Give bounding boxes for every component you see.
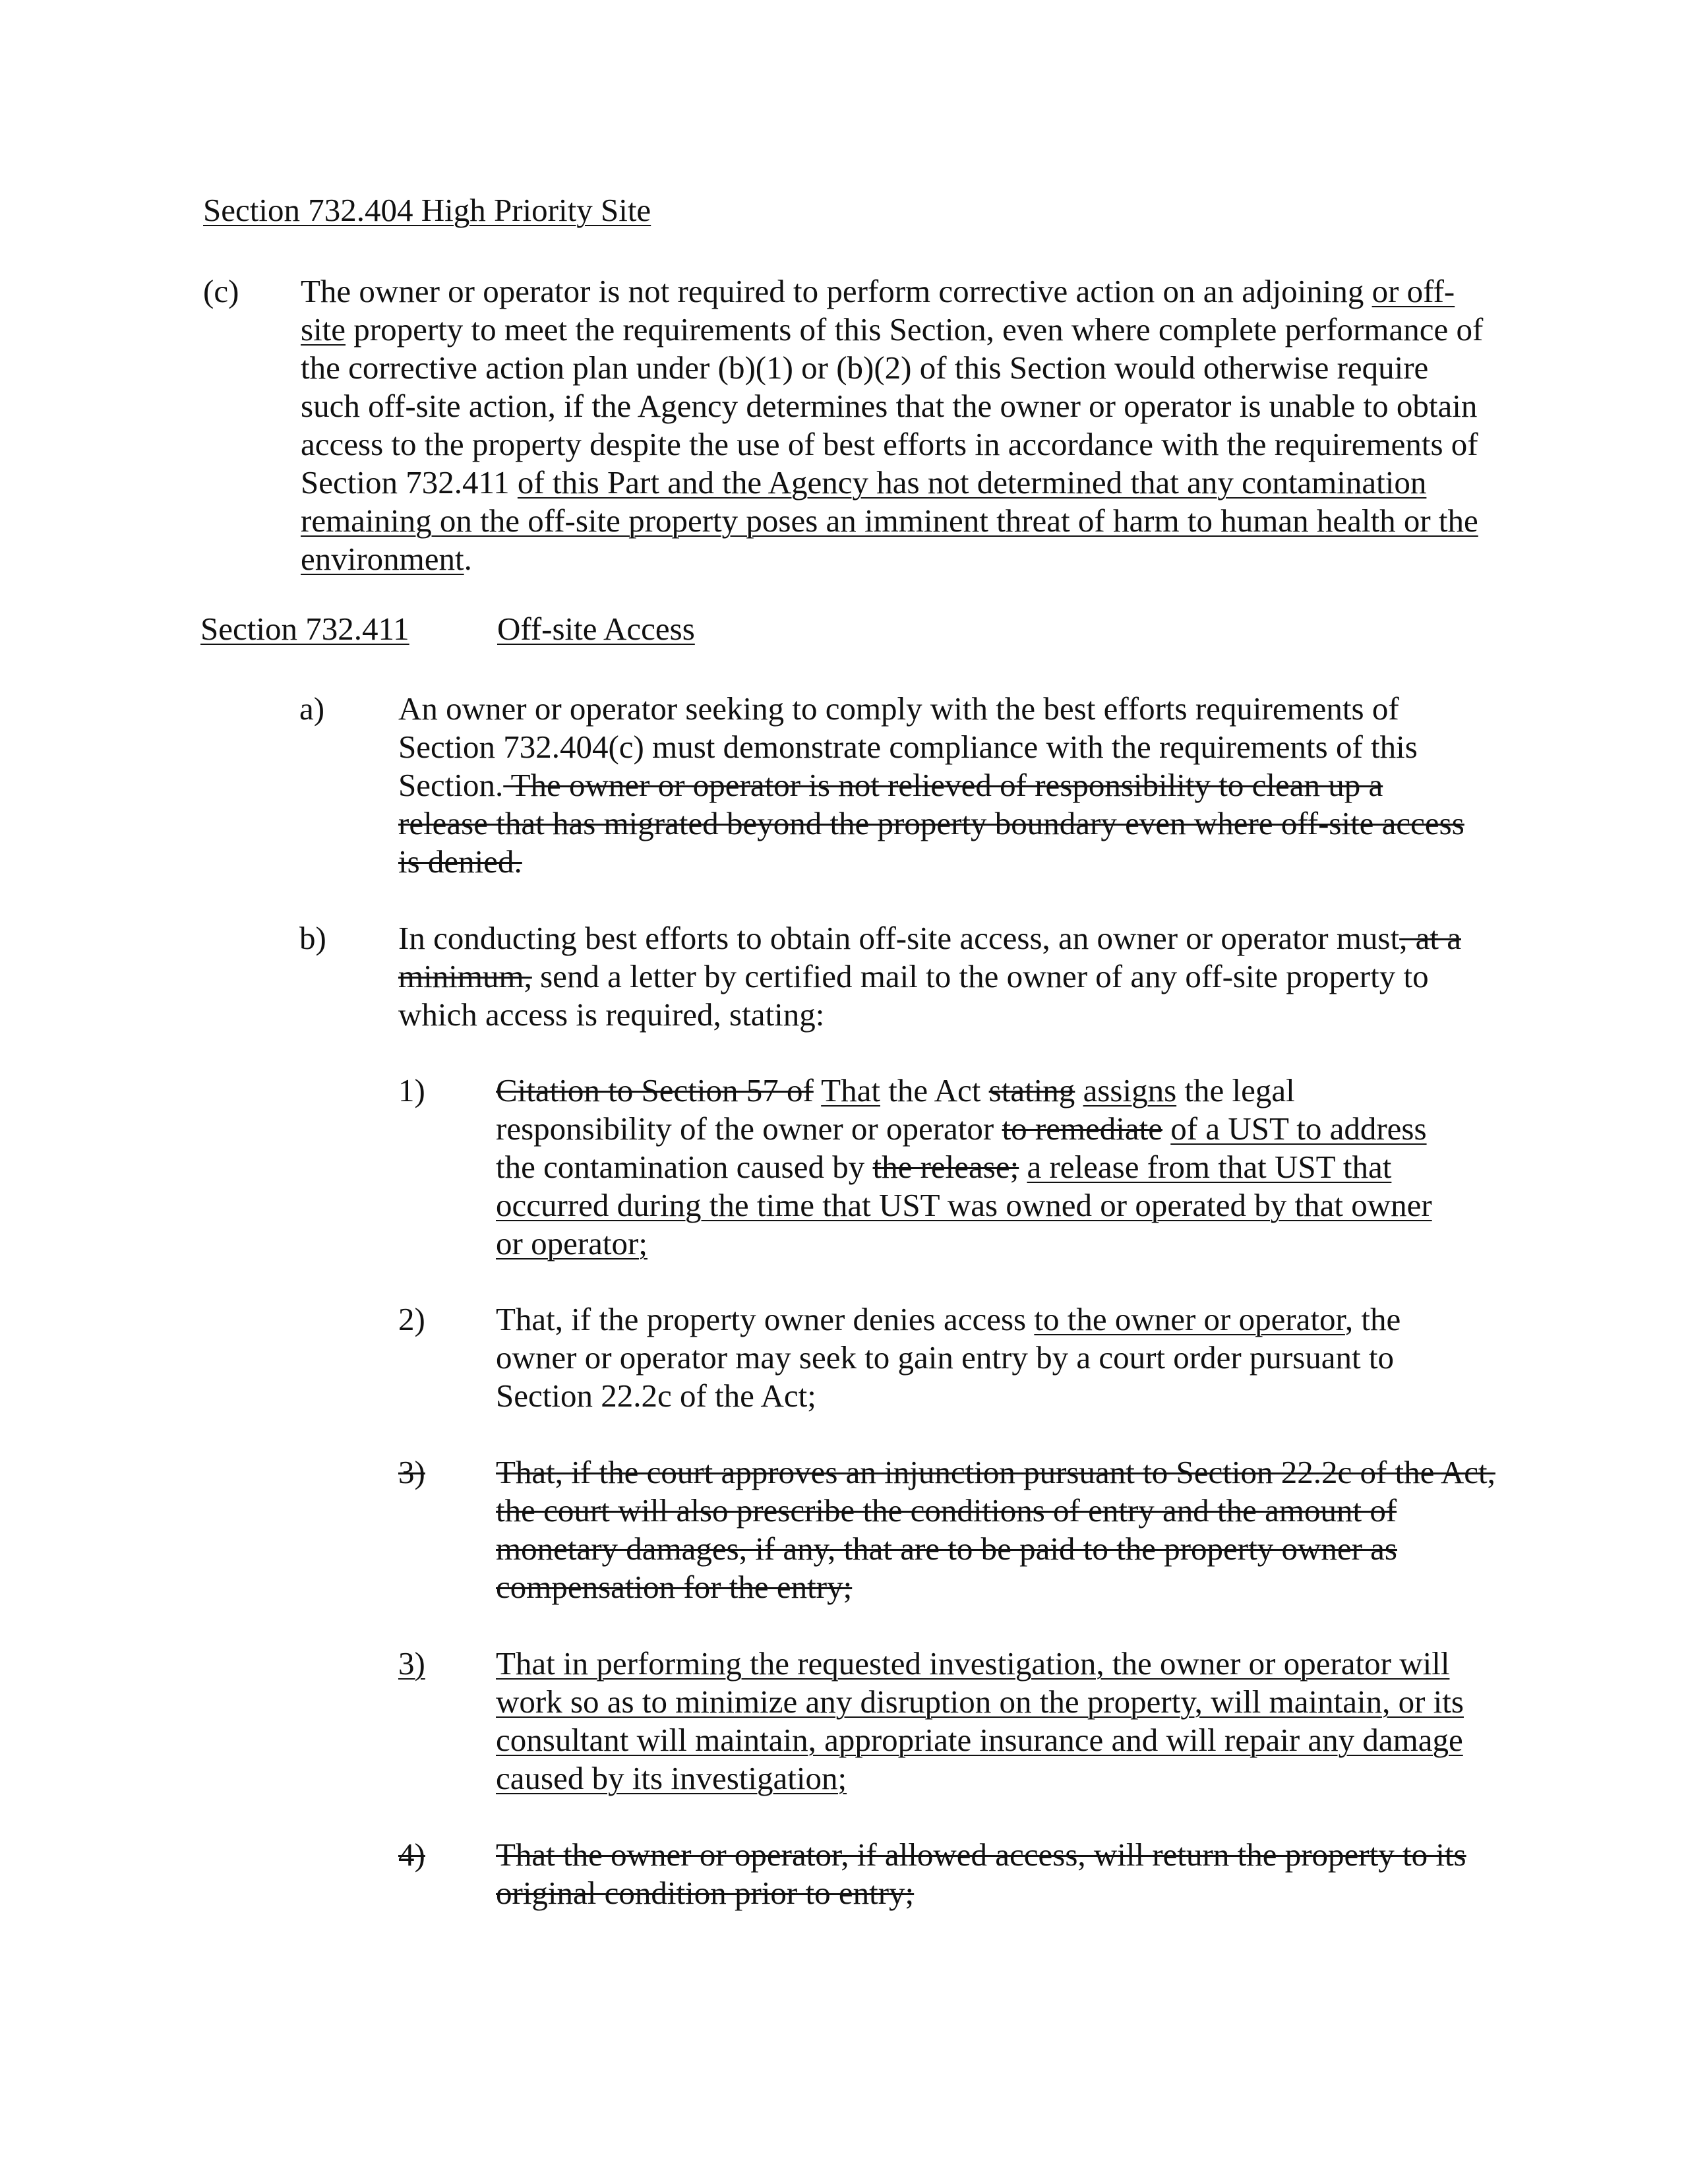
item-1-del-4: the release;	[872, 1149, 1019, 1185]
item-1-text-3: the contamination caused by	[496, 1149, 873, 1185]
paragraph-c	[301, 272, 1488, 578]
paragraph-a-text: An owner or operator seeking to comply with the best efforts requirements of Section 732.404(c) must demonstrate compliance with the requirements of this Section.	[398, 690, 1418, 803]
item-2-text-2: , the owner or operator may seek to gain entry by a court order pursuant to Section 22.2c of the Act;	[496, 1301, 1401, 1414]
paragraph-c-text-2: property to meet the requirements of this Section, even where complete performance of the corrective action plan under (b)(1) or (b)(2) of this Section would otherwise require such off-site action, if the Agency determines that the owner or operator is unable to obtain access to the property despite the use of best efforts in accordance with the requirements of Section 732.411	[301, 311, 1484, 501]
paragraph-b-text-1: In conducting best efforts to obtain off-site access, an owner or operator must	[398, 920, 1400, 956]
item-4-old	[496, 1836, 1472, 1912]
item-2-label: 2)	[398, 1301, 425, 1337]
item-1-ins-3: of a UST to address	[1170, 1110, 1427, 1147]
item-1-del-2: stating	[988, 1072, 1075, 1108]
item-3-new-label: 3)	[398, 1645, 425, 1682]
item-1-ins-4: a release from that UST that occurred during the time that UST was owned or operated by that owner or operator;	[496, 1149, 1432, 1261]
section-411-heading	[200, 610, 1519, 648]
paragraph-b-label: b)	[299, 920, 326, 956]
paragraph-c-insert-1: or off-site	[301, 273, 1455, 348]
paragraph-b-text-2: send a letter by certified mail to the owner of any off-site property to which access is required, stating:	[398, 958, 1429, 1033]
paragraph-c-insert-2: of this Part and the Agency has not determined that any contamination remaining on the off-site property poses an imminent threat of harm to human health or the environment	[301, 464, 1478, 577]
section-411-number-text: Section 732.411	[200, 611, 409, 647]
item-4-old-deletion: That the owner or operator, if allowed access, will return the property to its original condition prior to entry;	[496, 1836, 1466, 1911]
item-3-old-label: 3)	[398, 1454, 425, 1490]
item-1	[496, 1072, 1465, 1263]
item-3-new	[496, 1645, 1478, 1798]
paragraph-c-label: (c)	[203, 273, 239, 309]
paragraph-a-label: a)	[299, 690, 325, 727]
item-1-del-1: Citation to Section 57 of	[496, 1072, 814, 1108]
item-1-text-2: the legal responsibility of the owner or operator	[496, 1072, 1295, 1147]
item-1-text-1: the Act	[880, 1072, 989, 1108]
section-411-title: Off-site Access	[497, 611, 695, 647]
item-2-text-1: That, if the property owner denies access	[496, 1301, 1035, 1337]
paragraph-b-deletion: , at a minimum,	[398, 920, 1461, 994]
item-3-old	[496, 1453, 1498, 1606]
paragraph-a-deletion: The owner or operator is not relieved of responsibility to clean up a release that has migrated beyond the property boundary even where off-site access is denied.	[398, 767, 1464, 880]
item-2	[496, 1300, 1445, 1415]
item-1-del-3: to remediate	[1002, 1110, 1162, 1147]
paragraph-a	[398, 690, 1466, 881]
item-2-ins-1: to the owner or operator	[1034, 1301, 1345, 1337]
paragraph-c-text-1: The owner or operator is not required to perform corrective action on an adjoining	[301, 273, 1372, 309]
paragraph-b	[398, 919, 1486, 1034]
section-404-heading: Section 732.404 High Priority Site	[203, 192, 651, 228]
item-1-ins-2: assigns	[1083, 1072, 1177, 1108]
item-3-new-insertion: That in performing the requested investigation, the owner or operator will work so as to minimize any disruption on the property, will maintain, or its consultant will maintain, appropriate insurance and will repair any damage caused by its investigation;	[496, 1645, 1464, 1796]
item-3-old-deletion: That, if the court approves an injunction pursuant to Section 22.2c of the Act, the court will also prescribe the conditions of entry and the amount of monetary damages, if any, that are to be paid to the property owner as compensation for the entry;	[496, 1454, 1495, 1605]
item-1-ins-1: That	[821, 1072, 880, 1108]
item-1-label: 1)	[398, 1072, 425, 1108]
section-411-number	[200, 610, 497, 648]
item-4-old-label: 4)	[398, 1836, 425, 1873]
paragraph-c-text-3: .	[464, 541, 472, 577]
